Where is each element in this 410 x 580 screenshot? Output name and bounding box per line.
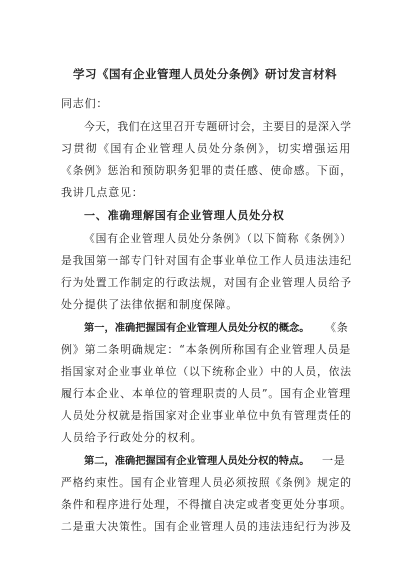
salutation: 同志们： [61,97,109,110]
paragraph-line: 二是重大决策性。国有企业管理人员的违法违纪行为涉及 [61,520,351,533]
paragraph-line: 处分提供了法律依据和制度保障。 [61,298,238,311]
paragraph-line: 今天，我们在这里召开专题研讨会，主要目的是深入学 [84,120,351,133]
paragraph-line: 例》第二条明确规定：“本条例所称国有企业管理人员是 [61,343,351,356]
paragraph-line: 条件和程序进行处理，不得擅自决定或者变更处分事项。 [61,498,351,511]
paragraph-line: 严格约束性。国有企业管理人员必须按照《条例》规定的 [61,476,351,489]
paragraph-line: 《条 [325,321,349,334]
paragraph-line: 一是 [322,454,346,467]
paragraph-line: 指国家对企业事业单位（以下统称企业）中的人员，依法 [61,365,351,378]
paragraph-line: 是我国第一部专门针对国有企事业单位工作人员违法违纪 [61,254,351,267]
document-title: 学习《国有企业管理人员处分条例》研讨发言材料 [73,67,337,81]
paragraph-line: 《条例》惩治和预防职务犯罪的责任感、使命感。下面， [61,164,351,177]
paragraph-line: 履行本企业、本单位的管理职责的人员”。国有企业管理 [61,387,351,400]
paragraph-line: 我讲几点意见： [61,186,144,199]
paragraph-line: 人员给予行政处分的权利。 [61,431,203,444]
paragraph-line: 《国有企业管理人员处分条例》（以下简称《条例》） [84,232,351,245]
point-heading: 第二，准确把握国有企业管理人员处分权的特点。 [84,455,310,467]
point-heading: 第一，准确把握国有企业管理人员处分权的概念。 [84,322,310,334]
paragraph-line: 行为处置工作制定的行政法规，对国有企业管理人员给予 [61,276,351,289]
section-heading: 一、准确理解国有企业管理人员处分权 [84,209,285,222]
paragraph-line: 人员处分权就是指国家对企业事业单位中负有管理责任的 [61,409,351,422]
paragraph-line: 习贯彻《国有企业管理人员处分条例》，切实增强运用 [61,142,351,155]
